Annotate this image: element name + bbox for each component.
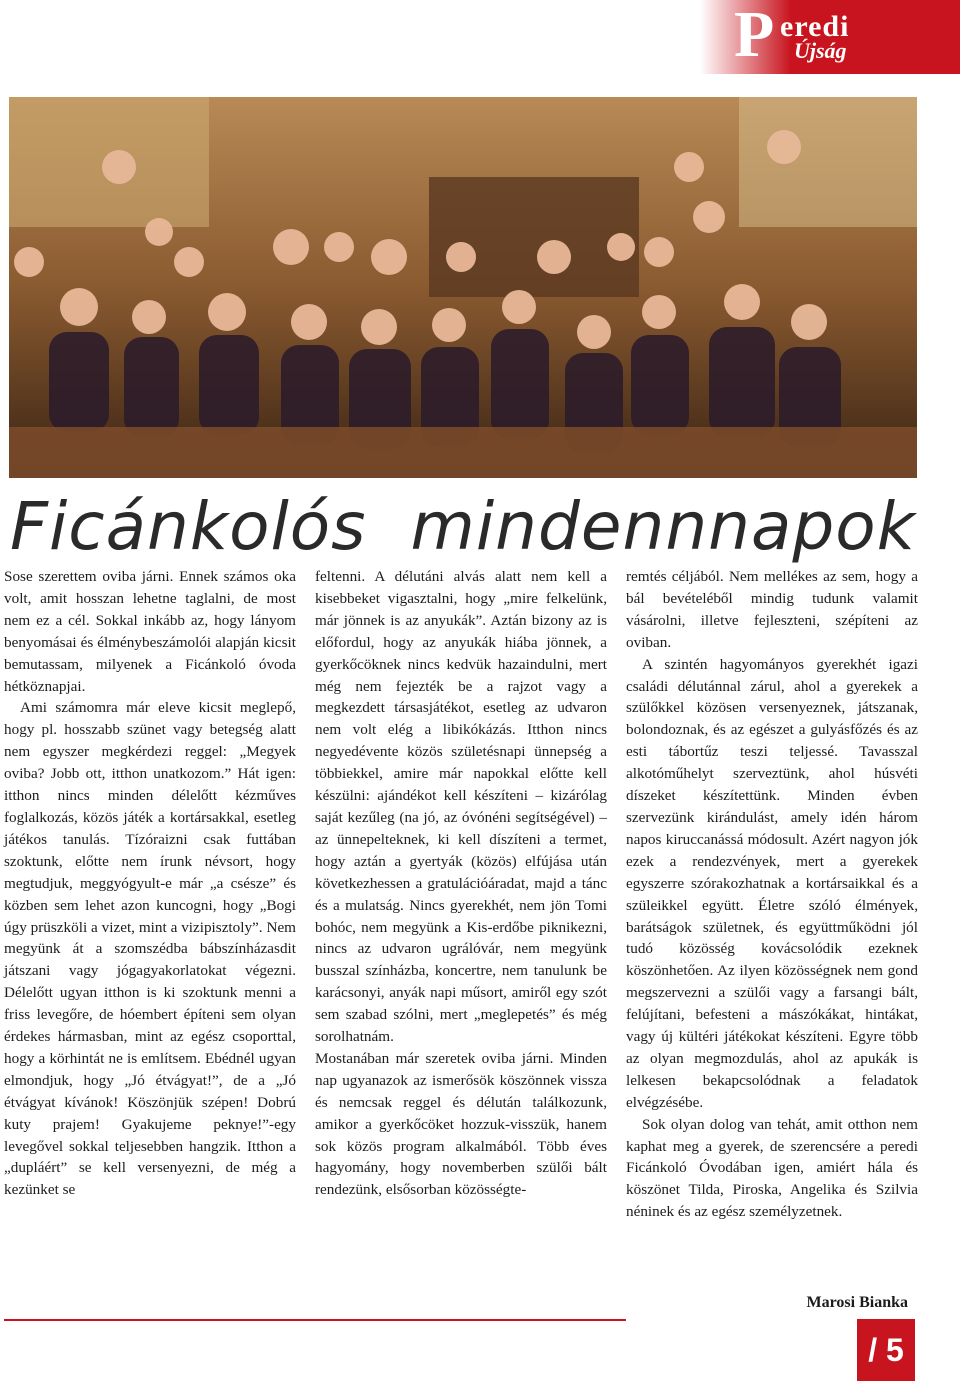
newspaper-logo — [728, 0, 938, 71]
article-headline: Ficánkolós mindennnapok — [10, 488, 916, 565]
article-author: Marosi Bianka — [806, 1294, 908, 1311]
article-column-1 — [4, 566, 296, 1201]
paragraph: Ami számomra már eleve kicsit meglepő, hogy pl. hosszabb szünet vagy betegség alatt nem egyszer megkérdezi reggel: „Megyek oviba? Jobb ott, itthon unatkozom.” Hát igen: itthon nincs minden délelőtt kézműves foglalkozás, közös játék a kortársakkal, esetleg játékos tanulás. Tízóraizni csak futtában szoktunk, előtte nem írunk névsort, hogy megtudjuk, meggyógyult-e már „a csésze” és közben sem lehet azon kuncogni, hogy „Bogi úgy prüszköli a vizet, mint a vizipisztoly”. Nem megyünk át a szomszédba bábszínházasdit játszani vagy jógagyakorlatokat végezni. Délelőtt ugyan itthon is ki szoktunk menni a friss levegőre, de hóembert építeni sem olyan érdekes hármasban, mint az egész csoporttal, hogy a körhintát ne is említsem. Ebédnél ugyan elmondjuk, hogy „Jó étvágyat!”, de a „Jó étvágyat kívánok! Köszönjük szépen! Dobrú kuty prajem! Gyakujeme peknye!”-egy levegővel sokkal teljesebben hangzik. Itthon a „dupláért” se kell versenyezni, de még a kezünket se — [4, 699, 296, 1199]
logo-ujsag: Újság — [794, 38, 847, 63]
group-photo-illustration — [9, 97, 917, 478]
footer-divider — [4, 1319, 626, 1321]
paragraph: Mostanában már szeretek oviba járni. Minden nap ugyanazok az ismerősök köszönnek vissza és nemcsak reggel és délután találkozunk, amikor a gyerkőcöket hozzuk-visszük, hanem sok közös program alkalmából. Több éves hagyomány, hogy novemberben szülői bált rendezünk, elsősorban közösségte- — [315, 1049, 607, 1199]
article-column-2 — [315, 566, 607, 1201]
page-number: / 5 — [857, 1319, 915, 1381]
group-photo — [9, 97, 917, 478]
article-column-3 — [626, 566, 918, 1223]
logo-letter-p: P — [734, 0, 775, 71]
masthead — [700, 0, 960, 74]
paragraph: A szintén hagyományos gyerekhét igazi családi délutánnal zárul, ahol a gyerekek a szülőkkel közösen versenyeznek, játszanak, bolondoznak, és az egészet a gulyásfőzés és az esti tábortűz teszi teljessé. Tavasszal alkotóműhelyt szerveztünk, ahol húsvéti díszeket készítettünk. Minden évben szervezünk kirándulást, amely idén három napos kiruccanássá módosult. Azért nagyon jók ezek a rendezvények, mert a gyerekek egyszerre szórakozhatnak a kortársaikkal és a szüleikkel együtt. Életre szóló élmények, barátságok születnek, és együttműködni jól tudó közösség kovácsolódik ezeknek köszönhetően. Az ilyen közösségnek nem gond megszervezni a szülői vagy a farsangi bált, felújítani, befesteni a mászókákat, hintákat, vagy új kültéri játékokat készíteni. Egyre több az olyan megmozdulás, ahol az apukák is lelkesen bekapcsolódnak a feladatok elvégzésébe. — [626, 655, 918, 1111]
logo-eredi: eredi — [780, 10, 850, 43]
paragraph: remtés céljából. Nem mellékes az sem, hogy a bál bevételéből mindig tudunk valamit vásárolni, illetve fejleszteni, szépíteni az oviban. — [626, 568, 918, 651]
paragraph: Sose szerettem oviba járni. Ennek számos oka volt, amit hosszan lehetne taglalni, de most nem ez a cél. Sokkal inkább az, hogy lányom benyomásai és élménybeszámolói alapján kicsit bemutassam, milyenek a Ficánkoló óvoda hétköznapjai. — [4, 568, 296, 695]
paragraph: Sok olyan dolog van tehát, amit otthon nem kaphat meg a gyerek, de szerencsére a peredi Ficánkoló Óvodában igen, amiért hála és köszönet Tilda, Piroska, Angelika és Szilvia néninek és az egész személyzetnek. — [626, 1115, 918, 1221]
paragraph: feltenni. A délutáni alvás alatt nem kell a kisebbeket vigasztalni, hogy „mire felkelünk, már jönnek is az anyukák”. Aztán bizony az is előfordul, hogy az anyukák hiába jönnek, a gyerkőcöknek nincs kedvük hazaindulni, mert még nem fejezték be a rajzot vagy a megkezdett társasjátékot, esetleg az udvaron nem volt elég a libikókázás. Itthon nincs negyedévente közös születésnapi ünnepség a többiekkel, amire már napokkal előtte kell készülni: ajándékot kell készíteni – kizárólag saját kezűleg (na jó, az óvónéni segítségével) – az ünnepelteknek, ki kell díszíteni a termet, hogy aztán a gyertyák (közös) elfújása után következhessen a gratulációáradat, majd a tánc és a mulatság. Nincs gyerekhét, nem jön Tomi bohóc, nem megyünk a Kis-erdőbe piknikezni, nincs az udvaron ugrálóvár, nem megyünk busszal színházba, koncertre, nem tanulunk be karácsonyi, anyák napi műsort, amiről egy szót sem szabad szólni, mert „meglepetés” és még sorolhatnám. — [315, 568, 607, 1046]
